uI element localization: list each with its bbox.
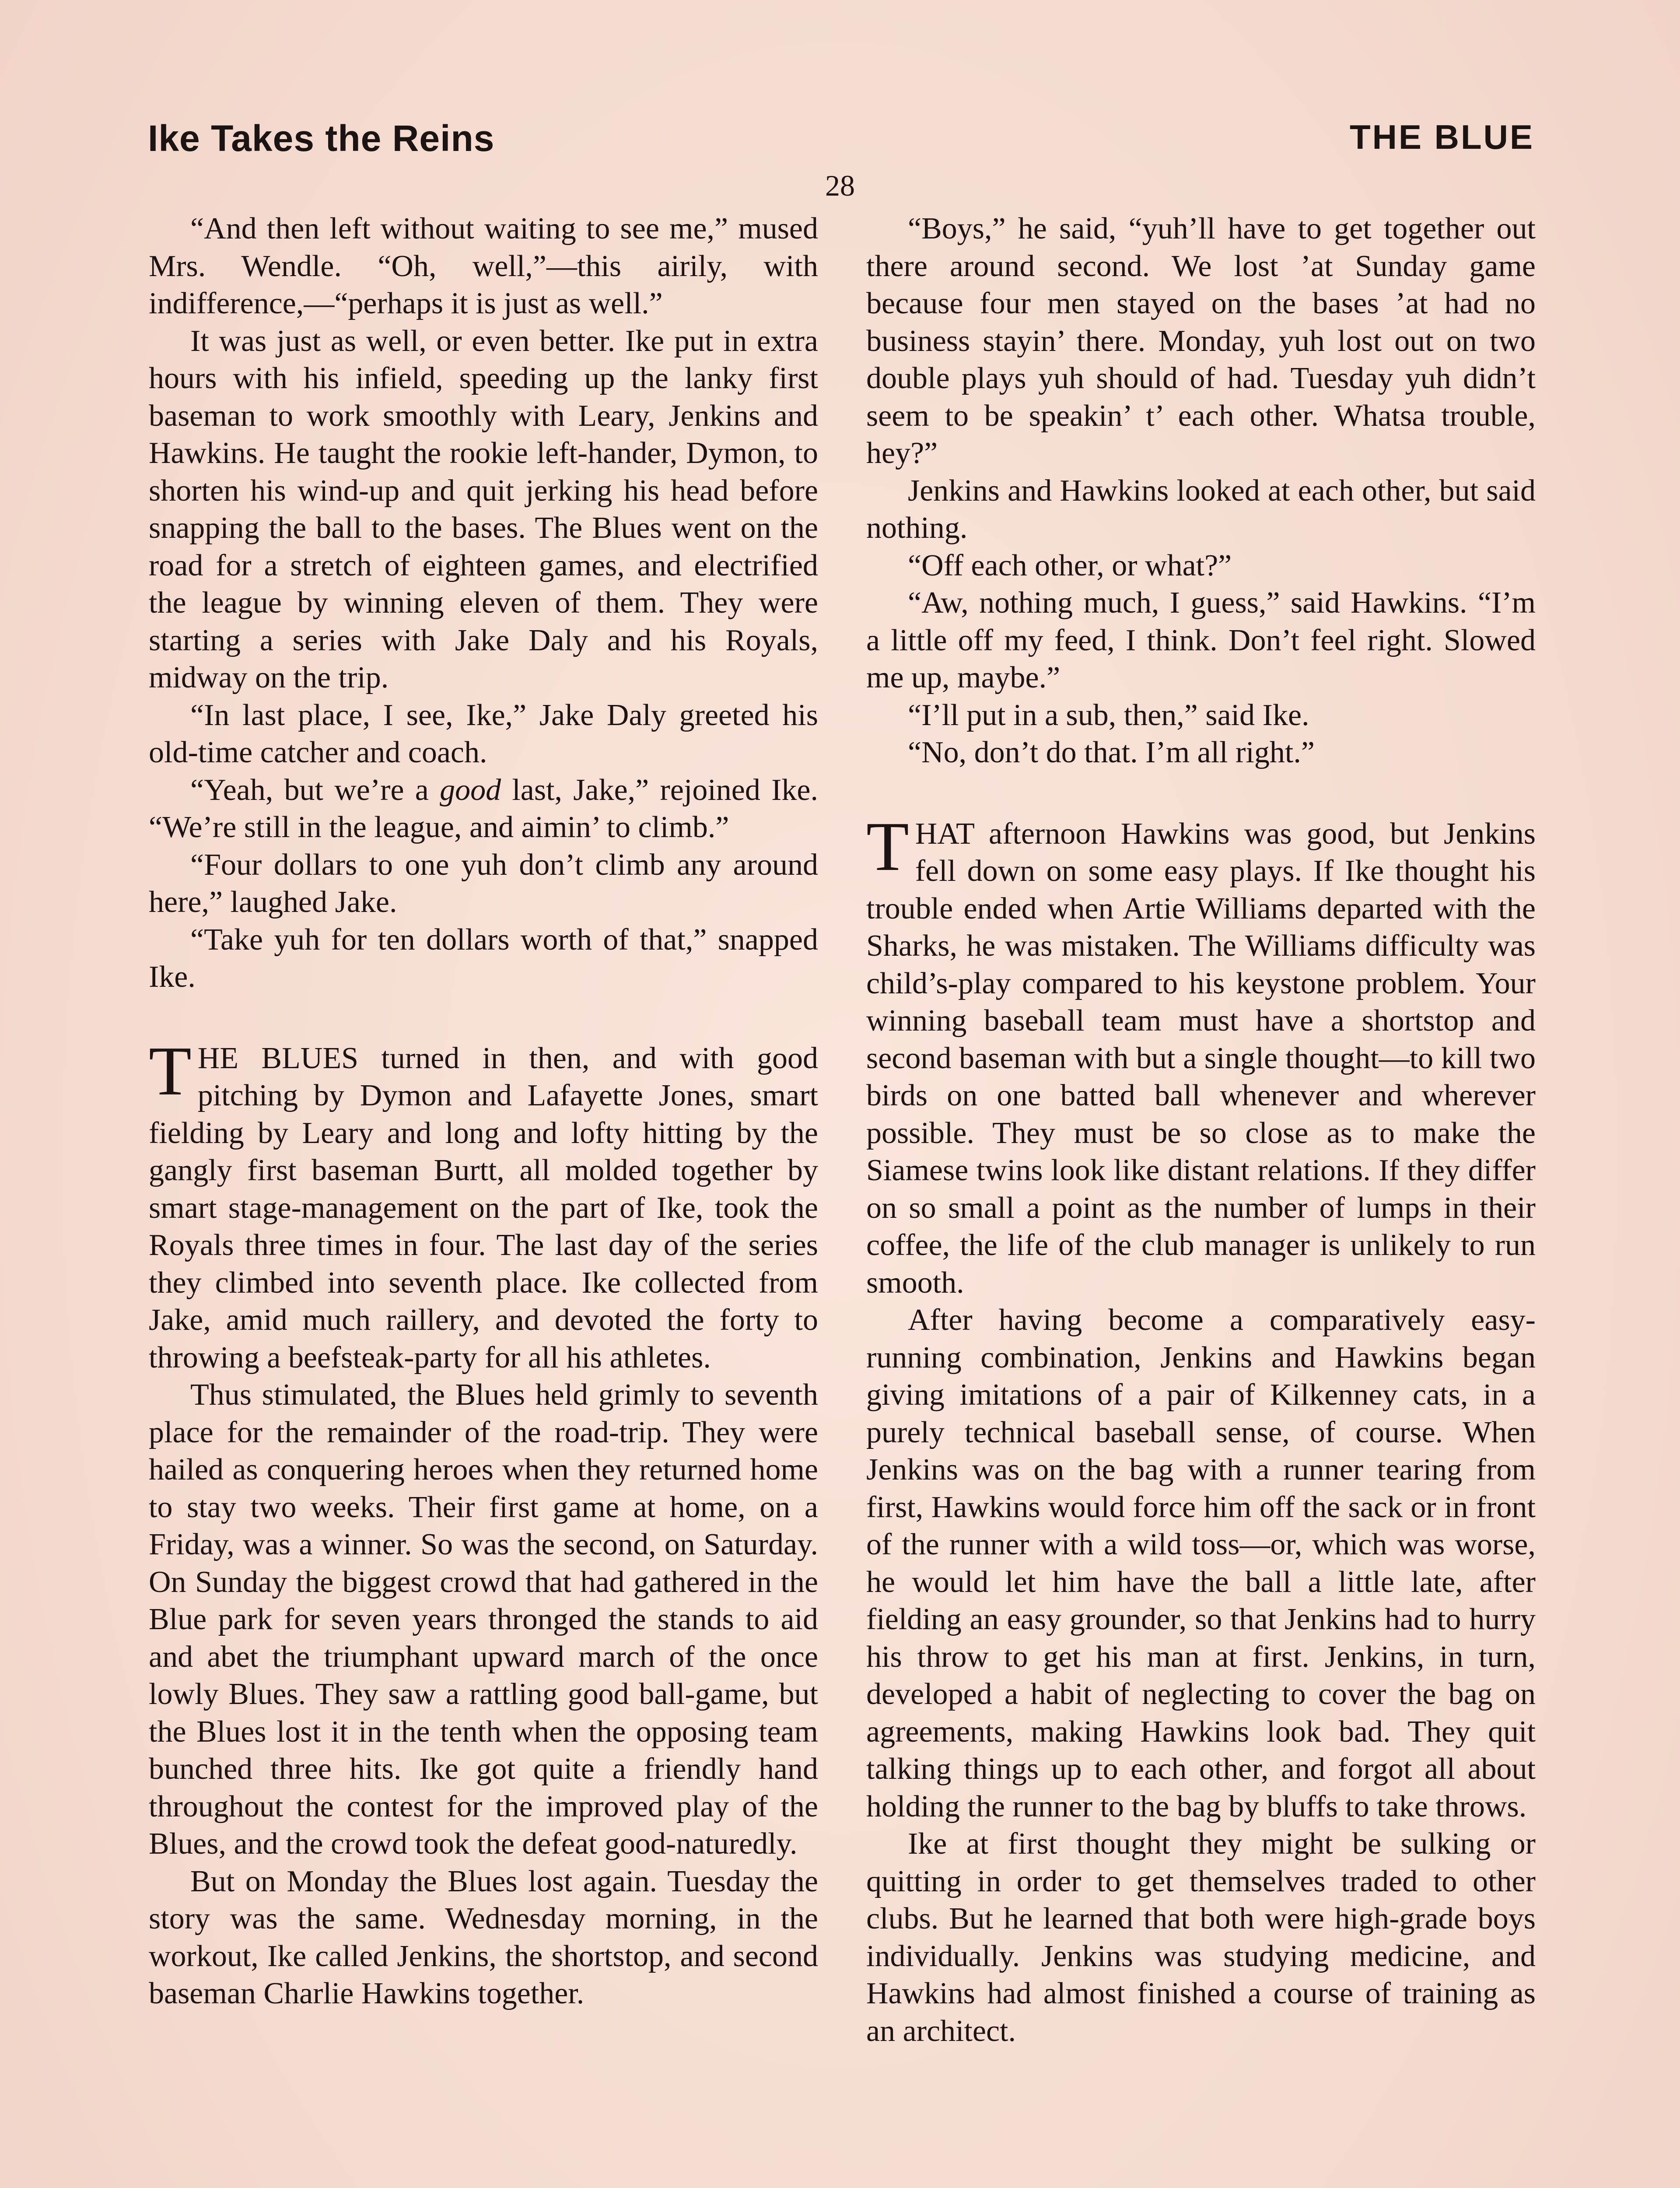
running-head-magazine: THE BLUE xyxy=(1350,118,1534,156)
paragraph: “I’ll put in a sub, then,” said Ike. xyxy=(908,698,1309,732)
paragraph: After having become a comparatively easy-running combination, Jenkins and Hawkins began giving imitations of a pair of Kilkenney cats, in a purely technical baseball sense, of course. When Jenkins was on the bag with a runner tearing from first, Hawkins would force him off the sack or in front of the runner with a wild toss—or, which was worse, he would let him have the ball a little late, after fielding an easy grounder, so that Jenkins had to hurry his throw to get his man at first. Jenkins, in turn, developed a habit of neglecting to cover the bag on agreements, making Hawkins look bad. They quit talking things up to each other, and forgot all about holding the runner to the bag by bluffs to take throws. xyxy=(866,1303,1536,1823)
paragraph: But on Monday the Blues lost again. Tuesday the story was the same. Wednesday morning, in the workout, Ike called Jenkins, the shortstop, and second baseman Charlie Hawkins together. xyxy=(149,1864,818,2010)
paragraph: “Aw, nothing much, I guess,” said Hawkins. “I’m a little off my feed, I think. Don’t feel right. Slowed me up, maybe.” xyxy=(866,586,1536,694)
paragraph: Ike at first thought they might be sulking or quitting in order to get themselves traded to other clubs. But he learned that both were high-grade boys individually. Jenkins was studying medicine, and Hawkins had almost finished a course of training as an architect. xyxy=(866,1827,1536,2048)
paragraph: “And then left without waiting to see me,” mused Mrs. Wendle. “Oh, well,”—this airily, with indifference,—“perhaps it is just as well.” xyxy=(149,212,818,320)
drop-cap: T xyxy=(866,807,909,885)
text-run: last, Jake,” rejoined Ike. “We’re still in the league, and aimin’ to climb.” xyxy=(149,773,818,844)
paragraph: It was just as well, or even better. Ike put in extra hours with his infield, speeding up the lanky first baseman to work smoothly with Leary, Jenkins and Hawkins. He taught the rookie left-hander, Dymon, to shorten his wind-up and quit jerking his head before snapping the ball to the bases. The Blues went on the road for a stretch of eighteen games, and electrified the league by winning eleven of them. They were starting a series with Jake Daly and his Royals, midway on the trip. xyxy=(149,324,818,694)
paragraph: “Boys,” he said, “yuh’ll have to get together out there around second. We lost ’at Sunday game because four men stayed on the bases ’at had no business stayin’ there. Monday, yuh lost out on two double plays yuh should of had. Tuesday yuh didn’t seem to be speakin’ t’ each other. Whatsa trouble, hey?” xyxy=(866,212,1536,470)
text-run: HAT afternoon Hawkins was good, but Jenkins fell down on some easy plays. If Ike thought his trouble ended when Artie Williams departed with the Sharks, he was mistaken. The Williams difficulty was child’s-play compared to his keystone problem. Your winning baseball team must have a shortstop and second baseman with but a single thought—to kill two birds on one batted ball whenever and wherever possible. They must be so close as to make the Siamese twins look like distant relations. If they differ on so small a point as the number of lumps in their coffee, the life of the club manager is unlikely to run smooth. xyxy=(866,817,1536,1300)
paragraph: Jenkins and Hawkins looked at each other, but said nothing. xyxy=(866,473,1536,545)
paragraph: “Four dollars to one yuh don’t climb any around here,” laughed Jake. xyxy=(149,848,818,919)
drop-cap: T xyxy=(149,1031,192,1110)
text-run: HE BLUES turned in then, and with good pitching by Dymon and Lafayette Jones, smart fielding by Leary and long and lofty hitting by the gangly first baseman Burtt, all molded together by smart stage-management on the part of Ike, took the Royals three times in four. The last day of the series they climbed into seventh place. Ike collected from Jake, amid much raillery, and devoted the forty to throwing a beefsteak-party for all his athletes. xyxy=(149,1041,818,1375)
paragraph: Thus stimulated, the Blues held grimly to seventh place for the remainder of the road-trip. They were hailed as conquering heroes when they returned home to stay two weeks. Their first game at home, on a Friday, was a winner. So was the second, on Saturday. On Sunday the biggest crowd that had gathered in the Blue park for seven years thronged the stands to aid and abet the triumphant upward march of the once lowly Blues. They saw a rattling good ball-game, but the Blues lost it in the tenth when the opposing team bunched three hits. Ike got quite a friendly hand throughout the contest for the improved play of the Blues, and the crowd took the defeat good-naturedly. xyxy=(149,1378,818,1861)
paragraph: “Off each other, or what?” xyxy=(908,548,1232,582)
left-column xyxy=(149,210,818,2013)
section-paragraph xyxy=(149,1031,818,1377)
section-paragraph xyxy=(866,807,1536,1302)
paragraph: “In last place, I see, Ike,” Jake Daly greeted his old-time catcher and coach. xyxy=(149,698,818,769)
running-head-title: Ike Takes the Reins xyxy=(148,118,495,159)
page-number: 28 xyxy=(825,169,855,202)
emphasis: good xyxy=(440,773,501,807)
paragraph: “Take yuh for ten dollars worth of that,” snapped Ike. xyxy=(149,922,818,994)
paragraph xyxy=(149,771,818,846)
paragraph: “No, don’t do that. I’m all right.” xyxy=(908,736,1315,769)
right-column xyxy=(866,210,1536,2050)
text-run: “Yeah, but we’re a xyxy=(190,773,440,807)
